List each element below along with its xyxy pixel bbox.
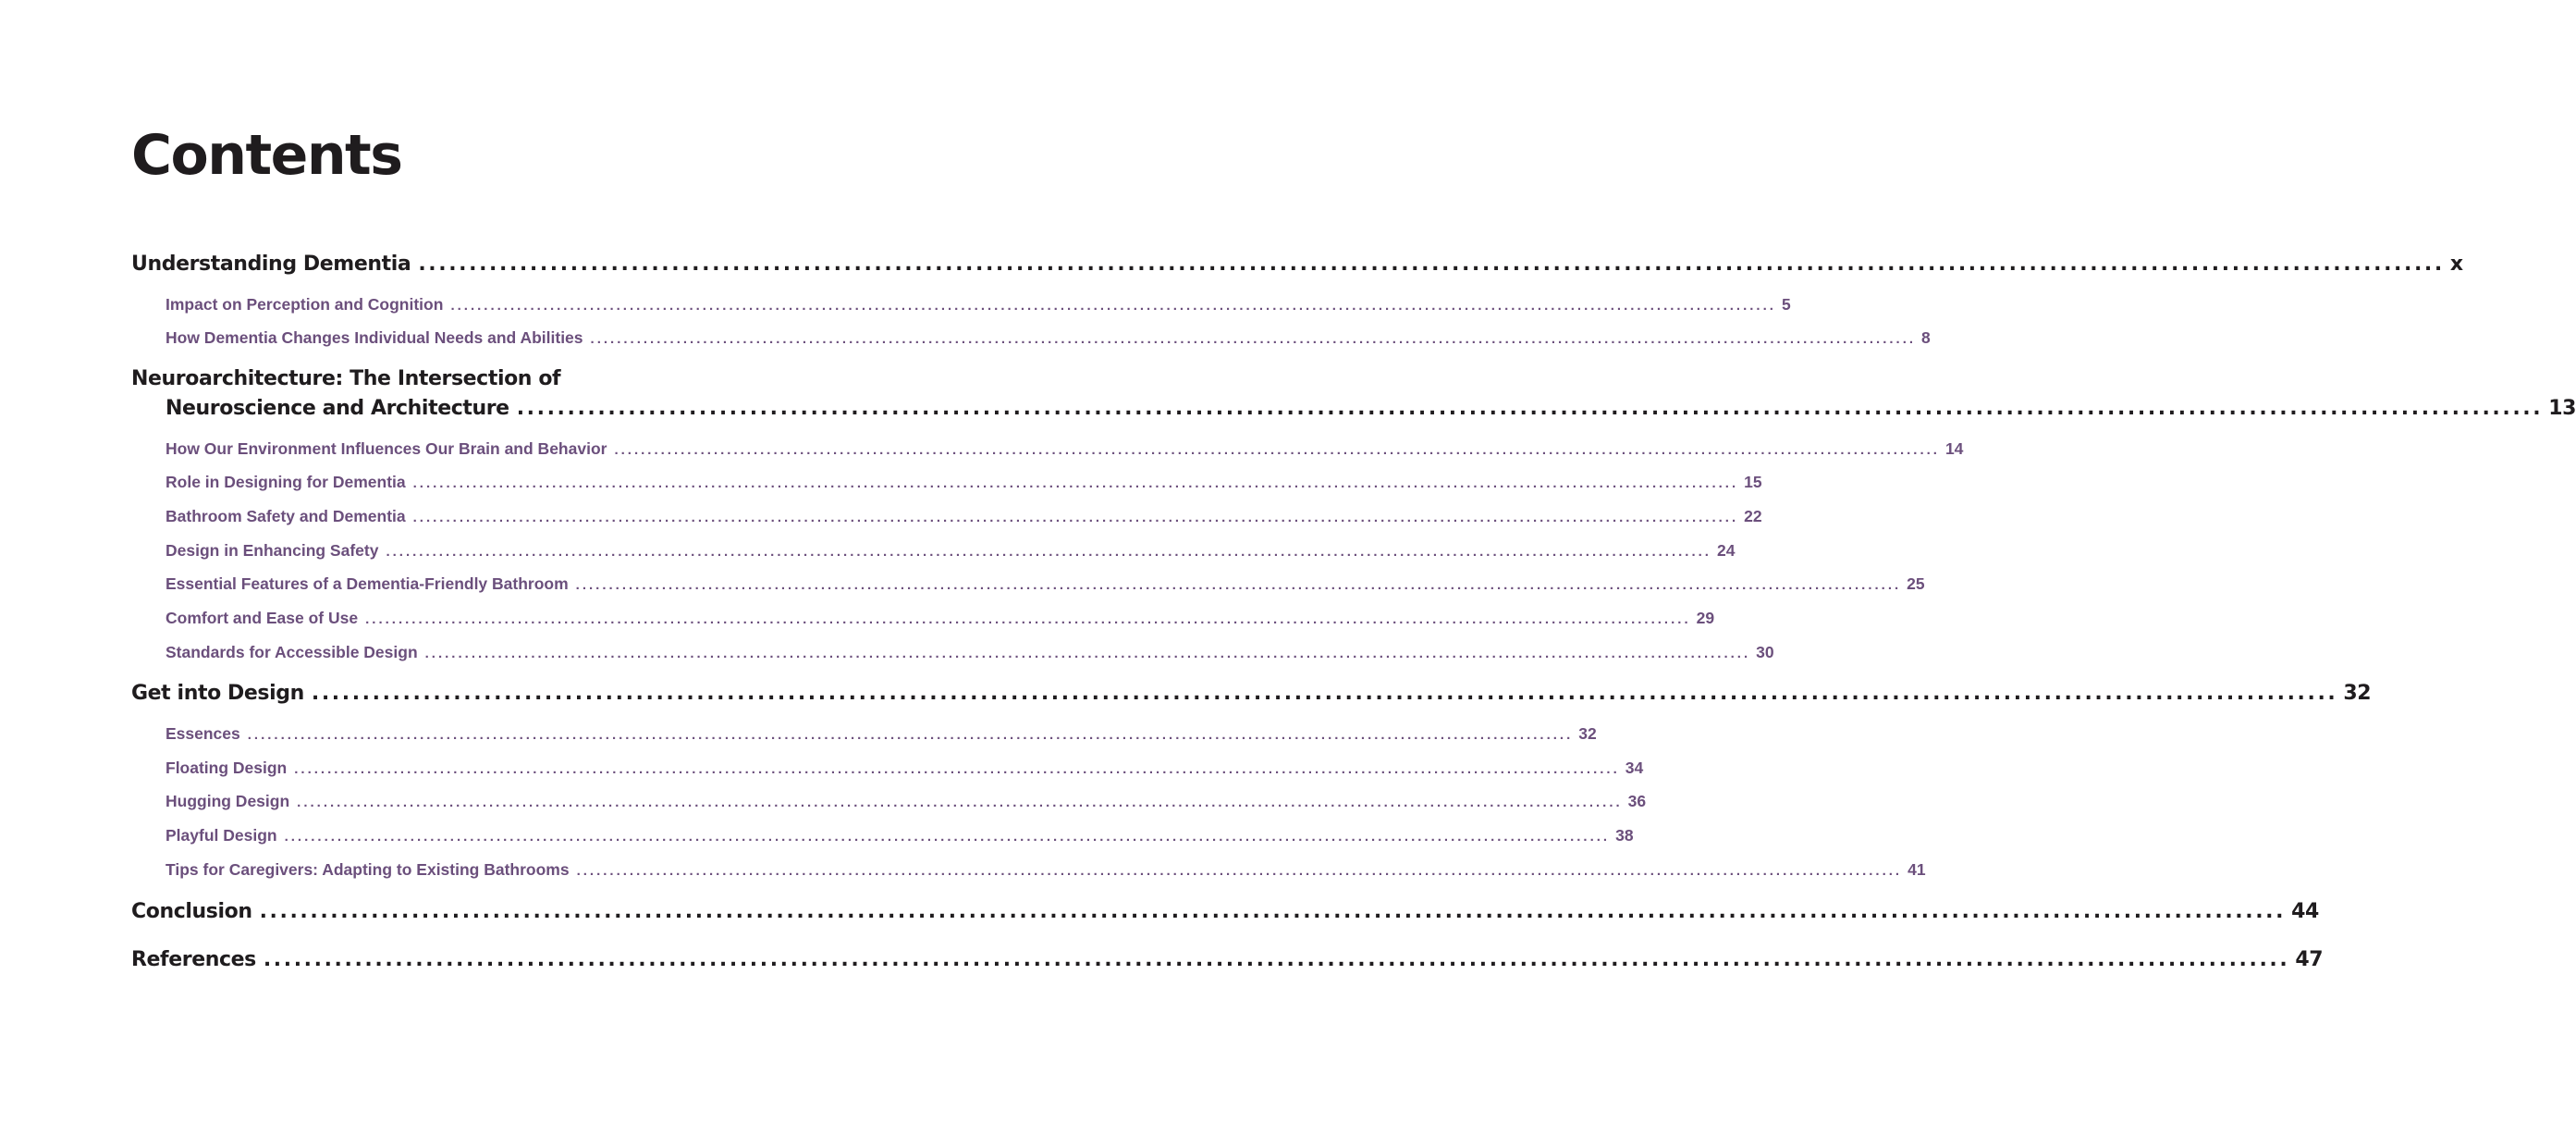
toc-chapter-understanding-dementia[interactable] [131,253,2463,276]
toc-section-environment[interactable] [166,439,1964,459]
dot-leader: ........................................................................................................................................................................................................ [590,331,1917,347]
toc-page-number: 32 [2343,682,2372,705]
dot-leader: ........................................................................................................................................................................................................ [614,442,1940,458]
toc-chapter-neuro-line1[interactable]: Neuroarchitecture: The Intersection of [131,367,561,390]
dot-leader: ........................................................................................................................................................................................................ [516,397,2544,420]
toc-chapter-label: References [131,948,256,971]
toc-section-label: How Dementia Changes Individual Needs and Abilities [166,328,583,347]
toc-page-number: 13 [2548,397,2576,420]
toc-page-number: 25 [1907,574,1925,593]
toc-chapter-neuroarchitecture[interactable] [166,397,2576,420]
toc-section-label: Standards for Accessible Design [166,643,418,661]
toc-page-number: 34 [1625,759,1644,777]
toc-page-number: 8 [1921,328,1931,347]
toc-section-label: Playful Design [166,826,277,845]
toc-section-label: Design in Enhancing Safety [166,541,379,560]
toc-section-label: Essences [166,724,240,743]
dot-leader: ........................................................................................................................................................................................................ [412,475,1739,491]
toc-section-enhancing-safety[interactable] [166,541,1736,561]
toc-section-playful[interactable] [166,826,1634,845]
toc-section-label: Essential Features of a Dementia-Friendly Bathroom [166,574,569,593]
toc-section-hugging[interactable] [166,792,1647,811]
toc-section-label: Bathroom Safety and Dementia [166,507,406,525]
toc-section-label: Impact on Perception and Cognition [166,295,444,314]
toc-section-impact[interactable] [166,295,1791,315]
dot-leader: ........................................................................................................................................................................................................ [247,727,1574,743]
toc-section-role[interactable] [166,473,1762,492]
toc-page-number: 38 [1615,826,1634,845]
toc-page-number: x [2449,253,2463,276]
toc-section-label: Tips for Caregivers: Adapting to Existing Bathrooms [166,860,570,879]
toc-section-tips[interactable] [166,860,1926,880]
dot-leader: ........................................................................................................................................................................................................ [412,510,1739,525]
toc-page-number: 15 [1744,473,1762,491]
toc-chapter-label: Get into Design [131,682,304,705]
toc-section-standards[interactable] [166,643,1774,662]
toc-section-changes[interactable] [166,328,1931,348]
toc-section-label: Comfort and Ease of Use [166,609,359,627]
toc-page-number: 5 [1781,295,1791,314]
toc-page-number: 24 [1716,541,1736,560]
dot-leader: ........................................................................................................................................................................................................ [263,948,2290,971]
toc-section-essential-features[interactable] [166,574,1925,594]
toc-page-number: 47 [2295,948,2324,971]
page-title: Contents [131,123,402,188]
toc-chapter-label: Neuroscience and Architecture [166,397,509,420]
dot-leader: ........................................................................................................................................................................................................ [576,863,1903,879]
toc-section-essences[interactable] [166,724,1597,744]
toc-page-number: 41 [1907,860,1926,879]
toc-page-number: 14 [1944,439,1964,458]
toc-section-label: Floating Design [166,759,288,777]
toc-section-label: How Our Environment Influences Our Brain and Behavior [166,439,607,458]
toc-section-label: Role in Designing for Dementia [166,473,406,491]
toc-section-bathroom-safety[interactable] [166,507,1762,526]
toc-chapter-label: Conclusion [131,900,252,923]
dot-leader: ........................................................................................................................................................................................................ [311,682,2338,705]
toc-page-number: 44 [2291,900,2319,923]
toc-chapter-references[interactable] [131,948,2324,971]
dot-leader: ........................................................................................................................................................................................................ [284,829,1611,845]
toc-page-number: 22 [1744,507,1762,525]
dot-leader: ........................................................................................................................................................................................................ [450,298,1776,314]
dot-leader: ........................................................................................................................................................................................................ [297,795,1623,810]
dot-leader: ........................................................................................................................................................................................................ [424,646,1751,661]
dot-leader: ........................................................................................................................................................................................................ [259,900,2287,923]
dot-leader: ........................................................................................................................................................................................................ [418,253,2445,276]
dot-leader: ........................................................................................................................................................................................................ [365,611,1691,627]
toc-chapter-get-into-design[interactable] [131,682,2372,705]
toc-page-number: 29 [1696,609,1715,627]
toc-section-floating[interactable] [166,759,1644,778]
toc-section-label: Hugging Design [166,792,290,810]
toc-section-comfort[interactable] [166,609,1715,628]
toc-chapter-label: Understanding Dementia [131,253,411,276]
toc-page-number: 30 [1756,643,1774,661]
dot-leader: ........................................................................................................................................................................................................ [575,577,1902,593]
dot-leader: ........................................................................................................................................................................................................ [294,761,1620,777]
toc-page-number: 32 [1578,724,1597,743]
dot-leader: ........................................................................................................................................................................................................ [386,544,1711,560]
toc-chapter-conclusion[interactable] [131,900,2319,923]
toc-page-number: 36 [1627,792,1647,810]
